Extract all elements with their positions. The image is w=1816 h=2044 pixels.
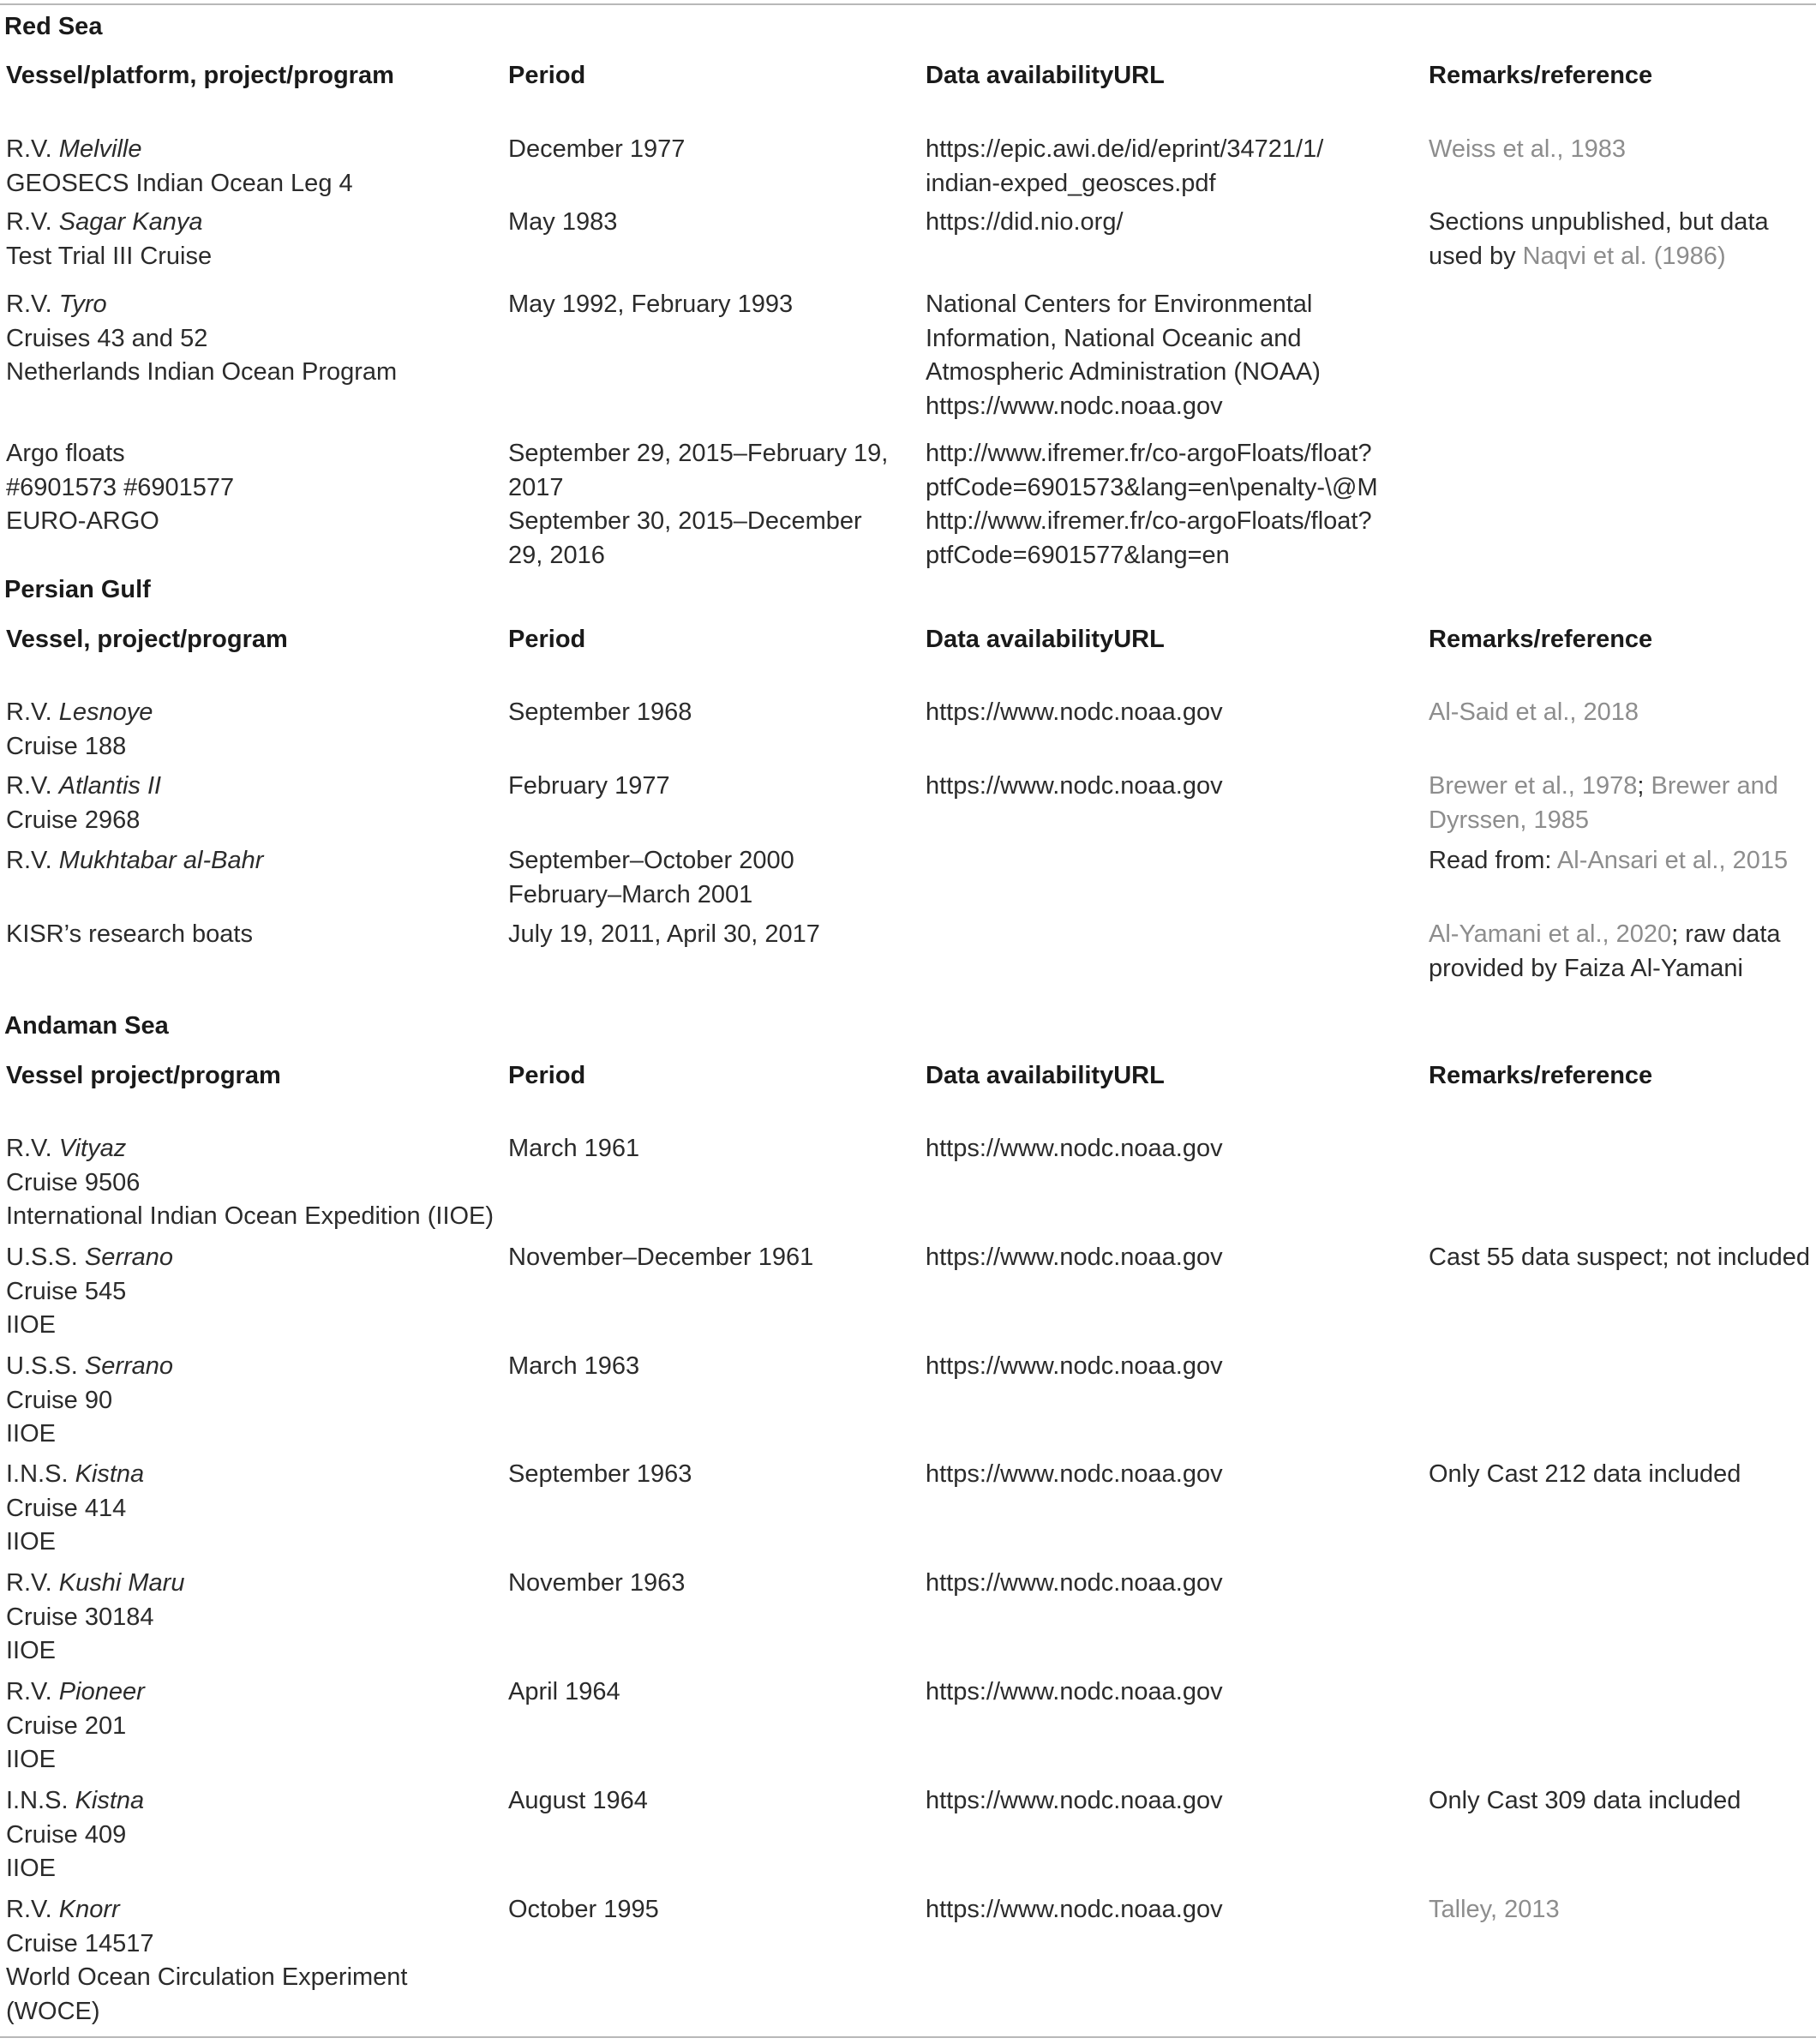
- remarks-cell: [1429, 1458, 1741, 1492]
- vessel-cell: [6, 1241, 173, 1343]
- vessel-cell: [6, 770, 161, 837]
- vessel-detail-line: EURO-ARGO: [6, 507, 159, 535]
- vessel-cell: [6, 288, 397, 390]
- remarks-line: [1429, 1241, 1810, 1275]
- vessel-detail-line: Argo floats: [6, 440, 125, 467]
- vessel-cell: [6, 133, 353, 201]
- remarks-cell: [1429, 206, 1769, 273]
- url-line: https://www.nodc.noaa.gov: [926, 1135, 1223, 1162]
- period-cell: [508, 1784, 648, 1819]
- data-availability-cell: [926, 1675, 1223, 1710]
- column-header-period: Period: [508, 1062, 586, 1089]
- reference-citation: Dyrssen, 1985: [1429, 806, 1589, 834]
- vessel-prefix: I.N.S.: [6, 1787, 75, 1814]
- vessel-italic-name: Lesnoye: [58, 698, 153, 726]
- period-cell: [508, 1241, 813, 1275]
- vessel-detail-line: Cruise 14517: [6, 1929, 154, 1957]
- period-line: February 1977: [508, 772, 670, 800]
- header-line: URL: [1113, 62, 1165, 89]
- column-header-remarks: Remarks/reference: [1429, 626, 1653, 653]
- vessel-name: [6, 206, 212, 240]
- remarks-text: Only Cast 212 data included: [1429, 1460, 1741, 1488]
- period-line: July 19, 2011, April 30, 2017: [508, 920, 820, 948]
- vessel-italic-name: Melville: [58, 135, 142, 163]
- period-line: March 1963: [508, 1352, 640, 1380]
- remarks-line: [1429, 1784, 1741, 1819]
- data-availability-cell: [926, 206, 1124, 240]
- vessel-detail-line: GEOSECS Indian Ocean Leg 4: [6, 169, 353, 197]
- vessel-detail-line: Cruise 2968: [6, 806, 141, 834]
- vessel-cell: [6, 1784, 144, 1886]
- vessel-detail-line: #6901573 #6901577: [6, 473, 235, 501]
- period-cell: [508, 844, 794, 912]
- vessel-detail-line: Test Trial III Cruise: [6, 242, 213, 270]
- remarks-cell: [1429, 1241, 1810, 1275]
- data-availability-cell: [926, 437, 1378, 572]
- vessel-name: [6, 1458, 144, 1492]
- vessel-name: [6, 1132, 494, 1166]
- period-cell: [508, 1350, 639, 1384]
- remarks-line: [1429, 1458, 1741, 1492]
- vessel-cell: [6, 1132, 494, 1234]
- vessel-cell: [6, 1675, 145, 1777]
- vessel-italic-name: Knorr: [58, 1896, 120, 1923]
- remarks-line: [1429, 844, 1788, 878]
- remarks-line: [1429, 804, 1778, 838]
- url-line: indian-exped_geosces.pdf: [926, 169, 1216, 197]
- period-line: 29, 2016: [508, 541, 605, 569]
- remarks-text: provided by Faiza Al-Yamani: [1429, 954, 1743, 982]
- reference-citation: Talley, 2013: [1429, 1896, 1560, 1923]
- data-availability-cell: [926, 770, 1223, 804]
- remarks-line: [1429, 696, 1639, 730]
- column-header-data-availability: [926, 623, 1165, 656]
- vessel-cell: [6, 1567, 184, 1669]
- url-line: National Centers for Environmental: [926, 291, 1313, 318]
- remarks-line: [1429, 952, 1781, 986]
- column-header-vessel: Vessel, project/program: [6, 626, 288, 653]
- remarks-text: used by: [1429, 242, 1523, 270]
- period-line: October 1995: [508, 1896, 659, 1923]
- vessel-name: [6, 696, 153, 730]
- vessel-detail-line: IIOE: [6, 1420, 57, 1448]
- section-title: Andaman Sea: [4, 1012, 169, 1040]
- data-availability-cell: [926, 696, 1223, 730]
- vessel-prefix: R.V.: [6, 1135, 59, 1162]
- period-line: 2017: [508, 473, 564, 501]
- vessel-name: [6, 770, 161, 804]
- reference-citation: Brewer and: [1651, 772, 1778, 800]
- vessel-prefix: R.V.: [6, 698, 59, 726]
- period-cell: [508, 770, 670, 804]
- remarks-line: [1429, 918, 1781, 952]
- vessel-italic-name: Serrano: [84, 1244, 174, 1271]
- period-line: February–March 2001: [508, 880, 753, 908]
- section-title: Red Sea: [4, 13, 103, 40]
- remarks-cell: [1429, 918, 1781, 986]
- vessel-prefix: R.V.: [6, 1678, 59, 1705]
- period-cell: [508, 696, 692, 730]
- url-line: http://www.ifremer.fr/co-argoFloats/float?: [926, 440, 1372, 467]
- vessel-prefix: U.S.S.: [6, 1244, 85, 1271]
- vessel-detail-line: Cruise 30184: [6, 1603, 154, 1631]
- url-line: https://www.nodc.noaa.gov: [926, 1460, 1223, 1488]
- vessel-detail-line: KISR’s research boats: [6, 920, 253, 948]
- url-line: http://www.ifremer.fr/co-argoFloats/float?: [926, 507, 1372, 535]
- vessel-cell: [6, 1893, 408, 2029]
- remarks-text: Sections unpublished, but data: [1429, 208, 1769, 236]
- url-line: https://www.nodc.noaa.gov: [926, 1787, 1223, 1814]
- vessel-prefix: R.V.: [6, 135, 59, 163]
- vessel-detail-line: International Indian Ocean Expedition (IIOE): [6, 1202, 494, 1230]
- vessel-cell: [6, 206, 212, 273]
- reference-citation: Al-Said et al., 2018: [1429, 698, 1639, 726]
- url-line: Atmospheric Administration (NOAA): [926, 358, 1321, 386]
- url-line: https://www.nodc.noaa.gov: [926, 1569, 1223, 1597]
- url-line: https://did.nio.org/: [926, 208, 1124, 236]
- vessel-detail-line: Cruise 545: [6, 1277, 127, 1305]
- vessel-prefix: R.V.: [6, 1896, 59, 1923]
- period-cell: [508, 1132, 639, 1166]
- column-header-period: Period: [508, 62, 586, 89]
- table-bottom-rule: [0, 2036, 1816, 2038]
- data-availability-cell: [926, 1458, 1223, 1492]
- data-availability-cell: [926, 1784, 1223, 1819]
- reference-citation: Weiss et al., 1983: [1429, 135, 1626, 163]
- vessel-prefix: R.V.: [6, 291, 59, 318]
- url-line: https://www.nodc.noaa.gov: [926, 772, 1223, 800]
- url-line: https://www.nodc.noaa.gov: [926, 1244, 1223, 1271]
- period-cell: [508, 206, 617, 240]
- vessel-name: [6, 1350, 173, 1384]
- data-availability-cell: [926, 1893, 1223, 1927]
- remarks-line: [1429, 770, 1778, 804]
- url-line: https://www.nodc.noaa.gov: [926, 392, 1223, 420]
- data-availability-cell: [926, 288, 1321, 423]
- vessel-prefix: I.N.S.: [6, 1460, 75, 1488]
- remarks-cell: [1429, 1893, 1560, 1927]
- vessel-detail-line: IIOE: [6, 1637, 57, 1664]
- remarks-cell: [1429, 133, 1626, 167]
- period-line: December 1977: [508, 135, 686, 163]
- vessel-prefix: R.V.: [6, 847, 59, 874]
- data-availability-cell: [926, 1132, 1223, 1166]
- remarks-text: Cast 55 data suspect; not included: [1429, 1244, 1810, 1271]
- url-line: Information, National Oceanic and: [926, 324, 1302, 352]
- vessel-italic-name: Vityaz: [58, 1135, 127, 1162]
- period-cell: [508, 133, 685, 167]
- vessel-detail-line: Cruise 188: [6, 732, 127, 760]
- column-header-data-availability: [926, 59, 1165, 93]
- period-cell: [508, 1458, 692, 1492]
- data-availability-cell: [926, 1241, 1223, 1275]
- vessel-name: [6, 1241, 173, 1275]
- period-line: September 1968: [508, 698, 692, 726]
- vessel-name: [6, 288, 397, 322]
- reference-citation: Al-Ansari et al., 2015: [1556, 847, 1789, 874]
- vessel-italic-name: Kushi Maru: [58, 1569, 185, 1597]
- period-line: November 1963: [508, 1569, 686, 1597]
- vessel-italic-name: Sagar Kanya: [58, 208, 203, 236]
- vessel-detail-line: IIOE: [6, 1855, 57, 1882]
- vessel-italic-name: Pioneer: [58, 1678, 145, 1705]
- header-line: URL: [1113, 626, 1165, 653]
- vessel-detail-line: IIOE: [6, 1311, 57, 1339]
- vessel-name: [6, 1784, 144, 1819]
- period-line: March 1961: [508, 1135, 640, 1162]
- header-line: Data availability: [926, 62, 1114, 89]
- vessel-cell: [6, 696, 153, 764]
- vessel-italic-name: Atlantis II: [58, 772, 162, 800]
- vessel-detail-line: IIOE: [6, 1746, 57, 1773]
- vessel-cell: [6, 1350, 173, 1452]
- header-line: URL: [1113, 1062, 1165, 1089]
- remarks-line: [1429, 206, 1769, 240]
- vessel-cell: [6, 1458, 144, 1560]
- vessel-name: [6, 1675, 145, 1710]
- remarks-cell: [1429, 844, 1788, 878]
- vessel-name: [6, 844, 263, 878]
- url-line: https://www.nodc.noaa.gov: [926, 698, 1223, 726]
- vessel-cell: [6, 437, 234, 539]
- header-line: Data availability: [926, 626, 1114, 653]
- vessel-detail-line: IIOE: [6, 1528, 57, 1555]
- remarks-line: [1429, 240, 1769, 274]
- vessel-prefix: R.V.: [6, 1569, 59, 1597]
- vessel-italic-name: Serrano: [84, 1352, 174, 1380]
- period-cell: [508, 1893, 659, 1927]
- vessel-detail-line: Netherlands Indian Ocean Program: [6, 358, 398, 386]
- section-title: Persian Gulf: [4, 576, 151, 603]
- vessel-name: [6, 1567, 184, 1601]
- vessel-prefix: R.V.: [6, 772, 59, 800]
- period-line: April 1964: [508, 1678, 620, 1705]
- period-line: September 30, 2015–December: [508, 507, 862, 535]
- reference-citation: Brewer et al., 1978: [1429, 772, 1638, 800]
- remarks-text: ; raw data: [1671, 920, 1781, 948]
- remarks-line: [1429, 133, 1626, 167]
- column-header-vessel: Vessel/platform, project/program: [6, 62, 394, 89]
- vessel-cell: [6, 918, 253, 952]
- remarks-cell: [1429, 770, 1778, 837]
- vessel-detail-line: Cruise 9506: [6, 1168, 141, 1196]
- period-line: November–December 1961: [508, 1244, 814, 1271]
- vessel-detail-line: Cruise 414: [6, 1494, 127, 1522]
- reference-citation: Al-Yamani et al., 2020: [1429, 920, 1672, 948]
- remarks-text: ;: [1637, 772, 1651, 800]
- vessel-italic-name: Kistna: [75, 1460, 145, 1488]
- column-header-remarks: Remarks/reference: [1429, 62, 1653, 89]
- period-line: September 29, 2015–February 19,: [508, 440, 889, 467]
- vessel-prefix: U.S.S.: [6, 1352, 85, 1380]
- period-cell: [508, 437, 888, 572]
- period-cell: [508, 918, 820, 952]
- remarks-line: [1429, 1893, 1560, 1927]
- vessel-cell: [6, 844, 263, 878]
- url-line: https://epic.awi.de/id/eprint/34721/1/: [926, 135, 1324, 163]
- vessel-italic-name: Kistna: [75, 1787, 145, 1814]
- vessel-detail-line: Cruise 201: [6, 1711, 127, 1740]
- vessel-name: [6, 133, 353, 167]
- url-line: https://www.nodc.noaa.gov: [926, 1352, 1223, 1380]
- period-line: May 1992, February 1993: [508, 291, 794, 318]
- table-top-rule: [0, 3, 1816, 5]
- vessel-italic-name: Tyro: [58, 291, 107, 318]
- period-line: August 1964: [508, 1787, 648, 1814]
- vessel-detail-line: Cruises 43 and 52: [6, 324, 208, 352]
- period-cell: [508, 1567, 685, 1601]
- remarks-text: Read from:: [1429, 847, 1557, 874]
- period-line: September 1963: [508, 1460, 692, 1488]
- period-cell: [508, 288, 793, 322]
- vessel-name: [6, 1893, 408, 1927]
- data-availability-cell: [926, 1567, 1223, 1601]
- data-availability-cell: [926, 133, 1323, 201]
- vessel-detail-line: (WOCE): [6, 1997, 100, 2025]
- vessel-detail-line: Cruise 409: [6, 1820, 127, 1849]
- remarks-text: Only Cast 309 data included: [1429, 1787, 1741, 1814]
- url-line: https://www.nodc.noaa.gov: [926, 1896, 1223, 1923]
- column-header-period: Period: [508, 626, 586, 653]
- url-line: https://www.nodc.noaa.gov: [926, 1678, 1223, 1705]
- period-cell: [508, 1675, 620, 1710]
- vessel-italic-name: Mukhtabar al-Bahr: [58, 847, 264, 874]
- vessel-detail-line: World Ocean Circulation Experiment: [6, 1963, 408, 1991]
- vessel-detail-line: Cruise 90: [6, 1386, 113, 1414]
- column-header-vessel: Vessel project/program: [6, 1062, 281, 1089]
- url-line: ptfCode=6901573&lang=en\penalty-\@M: [926, 473, 1378, 501]
- remarks-cell: [1429, 1784, 1741, 1819]
- column-header-remarks: Remarks/reference: [1429, 1062, 1653, 1089]
- column-header-data-availability: [926, 1059, 1165, 1093]
- reference-citation: Naqvi et al. (1986): [1522, 242, 1726, 270]
- data-availability-cell: [926, 1350, 1223, 1384]
- header-line: Data availability: [926, 1062, 1114, 1089]
- period-line: September–October 2000: [508, 847, 794, 874]
- remarks-cell: [1429, 696, 1639, 730]
- vessel-prefix: R.V.: [6, 208, 59, 236]
- url-line: ptfCode=6901577&lang=en: [926, 541, 1230, 569]
- period-line: May 1983: [508, 208, 618, 236]
